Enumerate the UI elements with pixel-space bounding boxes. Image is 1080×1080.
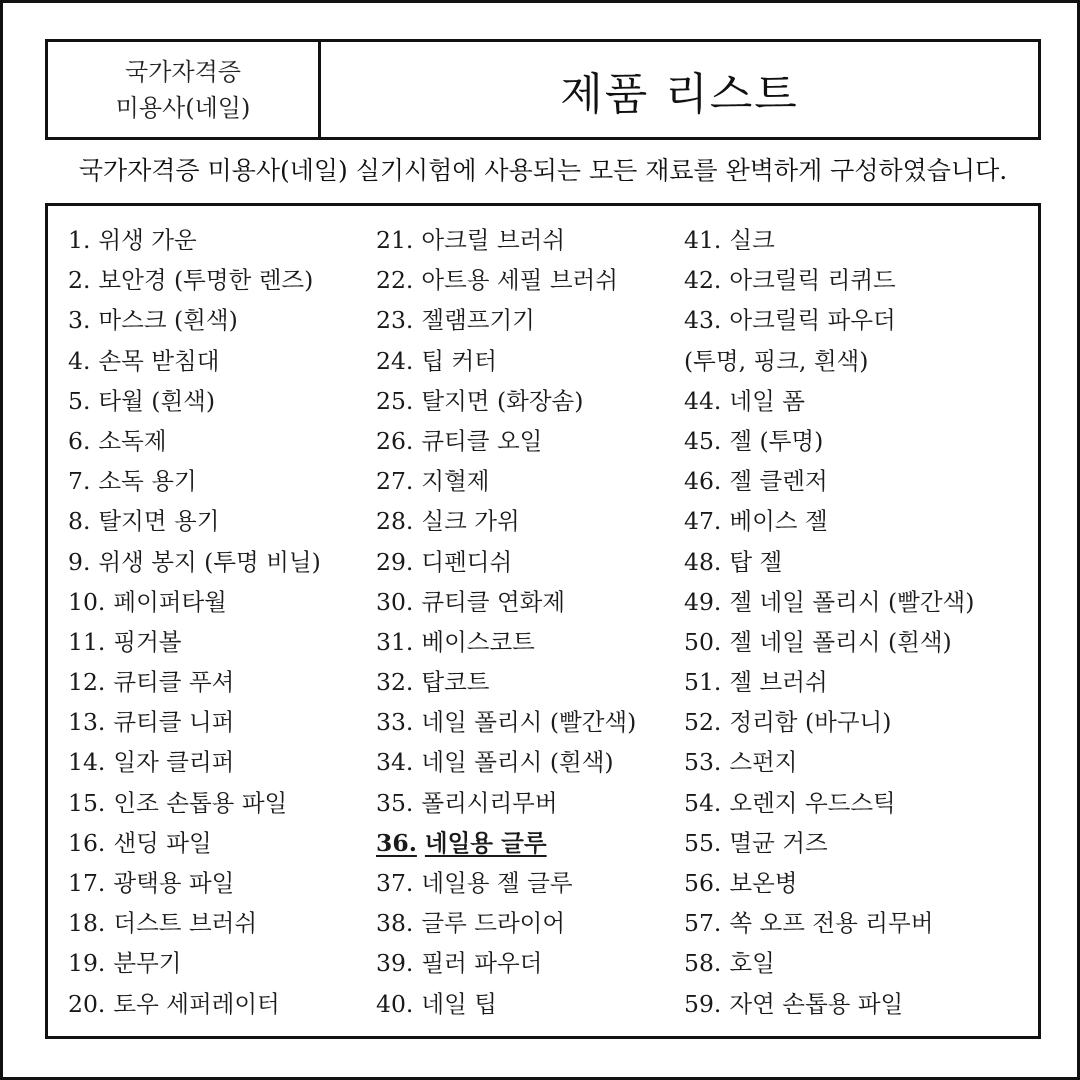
list-item (376, 823, 676, 863)
item-label: 소독제 (98, 426, 167, 455)
item-label: 베이스코트 (421, 627, 535, 656)
item-number: 13. (68, 708, 106, 737)
list-item (68, 501, 368, 541)
list-item (376, 421, 676, 461)
item-number: 3. (68, 306, 91, 335)
certification-line-2: 미용사(네일) (115, 93, 251, 122)
item-number: 12. (68, 668, 106, 697)
item-label: 아크릴 브러쉬 (421, 226, 566, 254)
list-item (376, 742, 676, 782)
item-label: 젤 네일 폴리시 (흰색) (729, 627, 952, 656)
item-number: 38. (376, 909, 414, 938)
list-item (684, 220, 1024, 260)
item-number: 50. (684, 627, 722, 656)
list-item (376, 381, 676, 421)
item-number: 4. (68, 346, 91, 375)
item-label: 폴리시리무버 (421, 788, 558, 817)
list-item (684, 542, 1024, 582)
item-number: 44. (684, 386, 722, 415)
item-number: 48. (684, 547, 722, 576)
item-number: 23. (376, 306, 414, 335)
page-subtitle: 국가자격증 미용사(네일) 실기시험에 사용되는 모든 재료를 완벽하게 구성하였습니다. (78, 156, 1008, 185)
item-label: 광택용 파일 (113, 869, 235, 897)
item-label: 아크릴릭 리퀴드 (729, 266, 896, 295)
item-label: 네일 폼 (729, 386, 805, 415)
list-item (684, 662, 1024, 702)
item-number: 30. (376, 587, 414, 616)
list-item (68, 341, 368, 381)
item-label: 젤 클렌저 (729, 467, 828, 496)
item-label: 쏙 오프 전용 리무버 (729, 909, 934, 938)
list-item (684, 461, 1024, 501)
list-item (376, 702, 676, 742)
list-item (684, 260, 1024, 300)
item-label: 위생 가운 (98, 226, 197, 254)
list-item (684, 582, 1024, 622)
item-number: 33. (376, 708, 414, 737)
list-item (684, 863, 1024, 903)
item-label: 탈지면 용기 (98, 507, 220, 536)
list-item (68, 984, 368, 1024)
product-column-2 (376, 220, 676, 1024)
item-number: 52. (684, 708, 722, 737)
item-number: 9. (68, 547, 91, 576)
item-label: 토우 세퍼레이터 (113, 989, 280, 1018)
item-label: 베이스 젤 (729, 507, 828, 536)
item-number: 34. (376, 748, 414, 777)
item-label: 젤 (투명) (729, 426, 824, 455)
product-column-1 (68, 220, 368, 1024)
item-number: 57. (684, 909, 722, 938)
item-number: 2. (68, 266, 91, 295)
item-label: 자연 손톱용 파일 (729, 989, 904, 1018)
list-item (68, 542, 368, 582)
list-item (684, 341, 1024, 381)
list-item (376, 984, 676, 1024)
item-label: 페이퍼타월 (113, 587, 227, 616)
list-item (68, 461, 368, 501)
list-item (376, 341, 676, 381)
item-number: 20. (68, 989, 106, 1018)
list-item (376, 501, 676, 541)
item-label: 오렌지 우드스틱 (729, 788, 896, 817)
item-number: 39. (376, 949, 414, 978)
list-item (684, 622, 1024, 662)
item-number: 17. (68, 869, 106, 897)
item-number: 42. (684, 266, 722, 295)
list-item (684, 300, 1024, 340)
list-item (68, 823, 368, 863)
item-label: 핑거볼 (113, 627, 182, 656)
page-title: 제품 리스트 (560, 68, 799, 120)
item-label: 더스트 브러쉬 (113, 909, 258, 938)
item-number: 53. (684, 748, 722, 777)
list-item (684, 984, 1024, 1024)
list-item (684, 702, 1024, 742)
list-item (684, 943, 1024, 983)
item-label: 팁 커터 (421, 346, 497, 375)
item-number: 45. (684, 426, 722, 455)
list-item (376, 863, 676, 903)
list-item (376, 260, 676, 300)
list-item (376, 461, 676, 501)
item-label: 일자 클리퍼 (113, 748, 235, 777)
list-item (68, 742, 368, 782)
list-item (684, 742, 1024, 782)
item-number: 31. (376, 627, 414, 656)
item-number: 40. (376, 989, 414, 1018)
item-number: 51. (684, 668, 722, 697)
item-number: 24. (376, 346, 414, 375)
item-label: 호일 (729, 949, 775, 978)
item-number: 11. (68, 627, 106, 656)
item-number: 14. (68, 748, 106, 777)
item-number: 47. (684, 507, 722, 536)
list-item (68, 381, 368, 421)
item-label: 큐티클 푸셔 (113, 668, 235, 697)
item-label: 큐티클 니퍼 (113, 708, 235, 737)
header-box (45, 39, 1041, 140)
item-number: 29. (376, 547, 414, 576)
item-label: 인조 손톱용 파일 (113, 788, 288, 817)
list-item (376, 783, 676, 823)
certification-line-1: 국가자격증 (125, 57, 241, 86)
list-item (376, 622, 676, 662)
item-label: 네일용 젤 글루 (421, 869, 573, 897)
item-label: 탑코트 (421, 668, 490, 697)
item-label: 젤 브러쉬 (729, 668, 828, 697)
item-number: 8. (68, 507, 91, 536)
item-number: 21. (376, 226, 414, 254)
item-label: (투명, 핑크, 흰색) (684, 346, 869, 375)
list-item (68, 582, 368, 622)
item-label: 보안경 (투명한 렌즈) (98, 266, 314, 295)
item-label: 네일 폴리시 (빨간색) (421, 708, 637, 737)
list-item (376, 943, 676, 983)
item-number: 28. (376, 507, 414, 536)
list-item (68, 783, 368, 823)
product-list-box (45, 203, 1041, 1039)
list-item (684, 903, 1024, 943)
item-number: 5. (68, 386, 91, 415)
item-number: 35. (376, 788, 414, 817)
item-label: 멸균 거즈 (729, 828, 828, 857)
list-item (376, 300, 676, 340)
item-label: 젤 네일 폴리시 (빨간색) (729, 587, 975, 616)
item-number: 46. (684, 467, 722, 496)
list-item (68, 702, 368, 742)
item-label: 탈지면 (화장솜) (421, 386, 584, 415)
list-item (684, 783, 1024, 823)
item-label: 손목 받침대 (98, 346, 220, 375)
item-label: 네일용 글루 (424, 828, 547, 857)
list-item (68, 943, 368, 983)
item-number: 19. (68, 949, 106, 978)
product-column-3 (684, 220, 1024, 1024)
list-item (68, 903, 368, 943)
list-item (684, 421, 1024, 461)
list-item (376, 662, 676, 702)
item-number: 10. (68, 587, 106, 616)
item-label: 스펀지 (729, 748, 798, 777)
item-label: 샌딩 파일 (113, 828, 212, 857)
list-item (376, 582, 676, 622)
item-label: 마스크 (흰색) (98, 306, 238, 335)
item-number: 15. (68, 788, 106, 817)
item-number: 43. (684, 306, 722, 335)
item-number: 18. (68, 909, 106, 938)
item-label: 글루 드라이어 (421, 909, 566, 938)
item-label: 디펜디쉬 (421, 547, 513, 576)
list-item (68, 260, 368, 300)
item-label: 네일 폴리시 (흰색) (421, 748, 614, 777)
item-number: 54. (684, 788, 722, 817)
item-number: 55. (684, 828, 722, 857)
item-number: 16. (68, 828, 106, 857)
item-number: 36. (376, 828, 417, 857)
list-item (376, 220, 676, 260)
item-label: 아크릴릭 파우더 (729, 306, 896, 335)
item-label: 위생 봉지 (투명 비닐) (98, 547, 321, 576)
list-item (68, 300, 368, 340)
list-item (68, 220, 368, 260)
item-label: 보온병 (729, 869, 798, 897)
item-label: 정리함 (바구니) (729, 708, 892, 737)
item-number: 7. (68, 467, 91, 496)
item-number: 49. (684, 587, 722, 616)
item-label: 소독 용기 (98, 467, 197, 496)
list-item (684, 823, 1024, 863)
item-number: 25. (376, 386, 414, 415)
item-number: 6. (68, 426, 91, 455)
certification-label (48, 42, 321, 137)
list-item (376, 903, 676, 943)
item-number: 56. (684, 869, 722, 897)
item-number: 58. (684, 949, 722, 978)
item-number: 26. (376, 426, 414, 455)
list-item (68, 662, 368, 702)
item-label: 젤램프기기 (421, 306, 535, 335)
item-number: 22. (376, 266, 414, 295)
list-item (68, 863, 368, 903)
item-number: 41. (684, 226, 722, 254)
item-number: 59. (684, 989, 722, 1018)
item-label: 지혈제 (421, 467, 490, 496)
item-number: 1. (68, 226, 91, 254)
item-label: 타월 (흰색) (98, 386, 216, 415)
item-label: 큐티클 오일 (421, 426, 543, 455)
item-label: 분무기 (113, 949, 182, 978)
item-label: 필러 파우더 (421, 949, 543, 978)
item-number: 37. (376, 869, 414, 897)
item-number: 32. (376, 668, 414, 697)
list-item (68, 421, 368, 461)
item-label: 탑 젤 (729, 547, 783, 576)
item-number: 27. (376, 467, 414, 496)
list-item (684, 381, 1024, 421)
list-item (684, 501, 1024, 541)
item-label: 실크 가위 (421, 507, 520, 536)
list-item (376, 542, 676, 582)
item-label: 실크 (729, 226, 775, 254)
item-label: 아트용 세필 브러쉬 (421, 266, 618, 295)
item-label: 큐티클 연화제 (421, 587, 566, 616)
list-item (68, 622, 368, 662)
item-label: 네일 팁 (421, 989, 497, 1018)
